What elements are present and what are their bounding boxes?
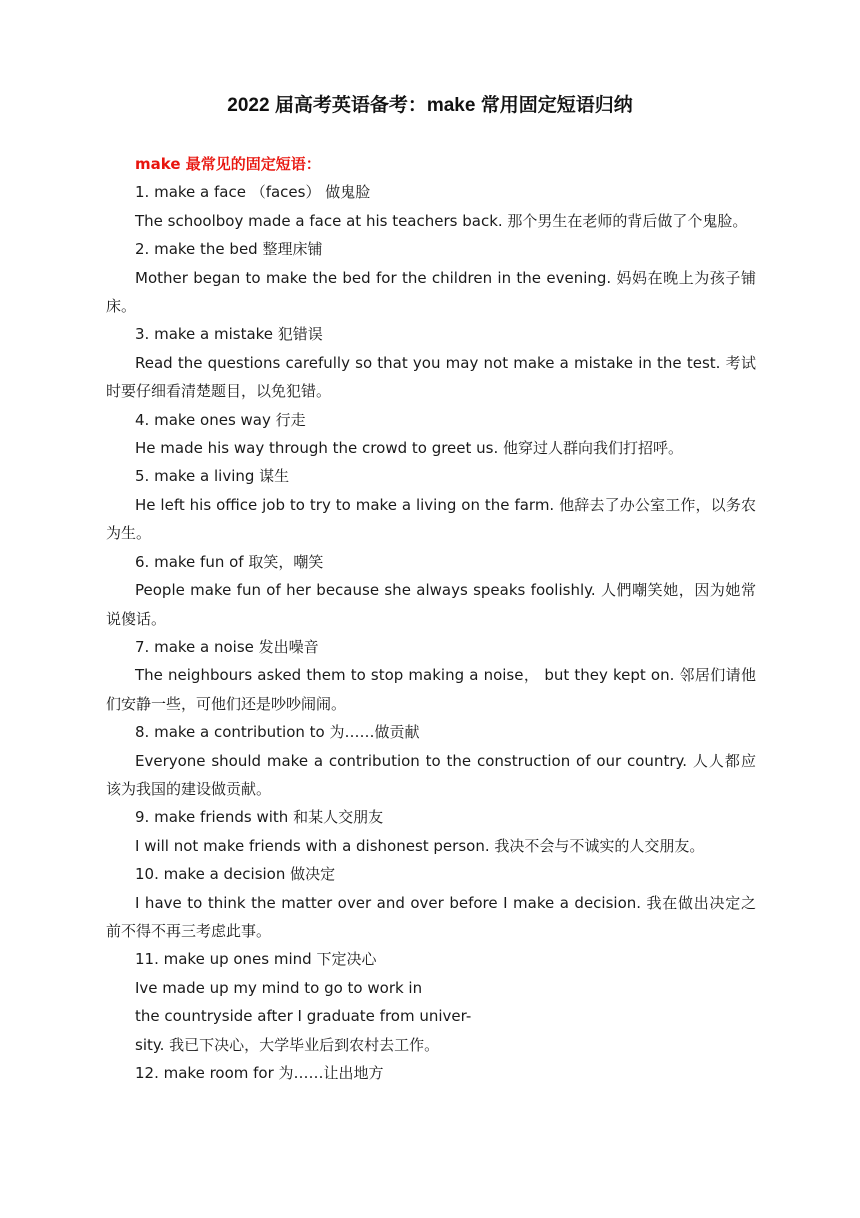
phrase-item: 3. make a mistake 犯错误 (135, 325, 323, 344)
phrase-item: 4. make ones way 行走 (135, 410, 306, 429)
example-line: the countryside after I graduate from univer- (135, 1007, 472, 1026)
page-title: 2022 届高考英语备考：make 常用固定短语归纳 (227, 95, 633, 116)
example-line: Ive made up my mind to go to work in (135, 978, 423, 997)
phrase-item: 1. make a face （faces） 做鬼脸 (135, 183, 371, 202)
phrase-item: 5. make a living 谋生 (135, 467, 290, 486)
phrase-item: 8. make a contribution to 为……做贡献 (135, 723, 420, 742)
example-line: sity. 我已下决心，大学毕业后到农村去工作。 (135, 1035, 440, 1054)
example-sentence: People make fun of her because she always speaks foolishly. 人們嘲笑她，因为她常说傻话。 (106, 581, 756, 628)
example-sentence: Mother began to make the bed for the children in the evening. 妈妈在晚上为孩子铺床。 (106, 268, 756, 316)
section-heading: make 最常见的固定短语： (135, 155, 321, 173)
phrase-item: 10. make a decision 做决定 (135, 865, 336, 884)
example-sentence: I will not make friends with a dishonest person. 我决不会与不诚实的人交朋友。 (135, 836, 705, 855)
document-body (106, 150, 756, 1087)
phrase-item: 9. make friends with 和某人交朋友 (135, 808, 384, 827)
example-sentence: The neighbours asked them to stop making a noise， but they kept on. 邻居们请他们安静一些，可他们还是吵吵闹闹。 (106, 666, 756, 713)
phrase-item: 12. make room for 为……让出地方 (135, 1064, 384, 1082)
example-sentence: Everyone should make a contribution to the construction of our country. 人人都应该为我国的建设做贡献。 (106, 751, 756, 798)
example-sentence: I have to think the matter over and over before I make a decision. 我在做出决定之前不得不再三考虑此事。 (106, 893, 756, 940)
example-sentence: Read the questions carefully so that you may not make a mistake in the test. 考试时要仔细看清楚题目，以免犯错。 (106, 353, 756, 401)
example-sentence: He made his way through the crowd to greet us. 他穿过人群向我们打招呼。 (135, 439, 684, 458)
phrase-item: 7. make a noise 发出噪音 (135, 637, 319, 656)
example-sentence: The schoolboy made a face at his teachers back. 那个男生在老师的背后做了个鬼脸。 (135, 211, 748, 230)
phrase-item: 2. make the bed 整理床铺 (135, 240, 323, 259)
phrase-item: 6. make fun of 取笑，嘲笑 (135, 552, 324, 571)
example-sentence: He left his office job to try to make a living on the farm. 他辞去了办公室工作，以务农为生。 (106, 495, 756, 543)
phrase-item: 11. make up ones mind 下定决心 (135, 950, 377, 969)
